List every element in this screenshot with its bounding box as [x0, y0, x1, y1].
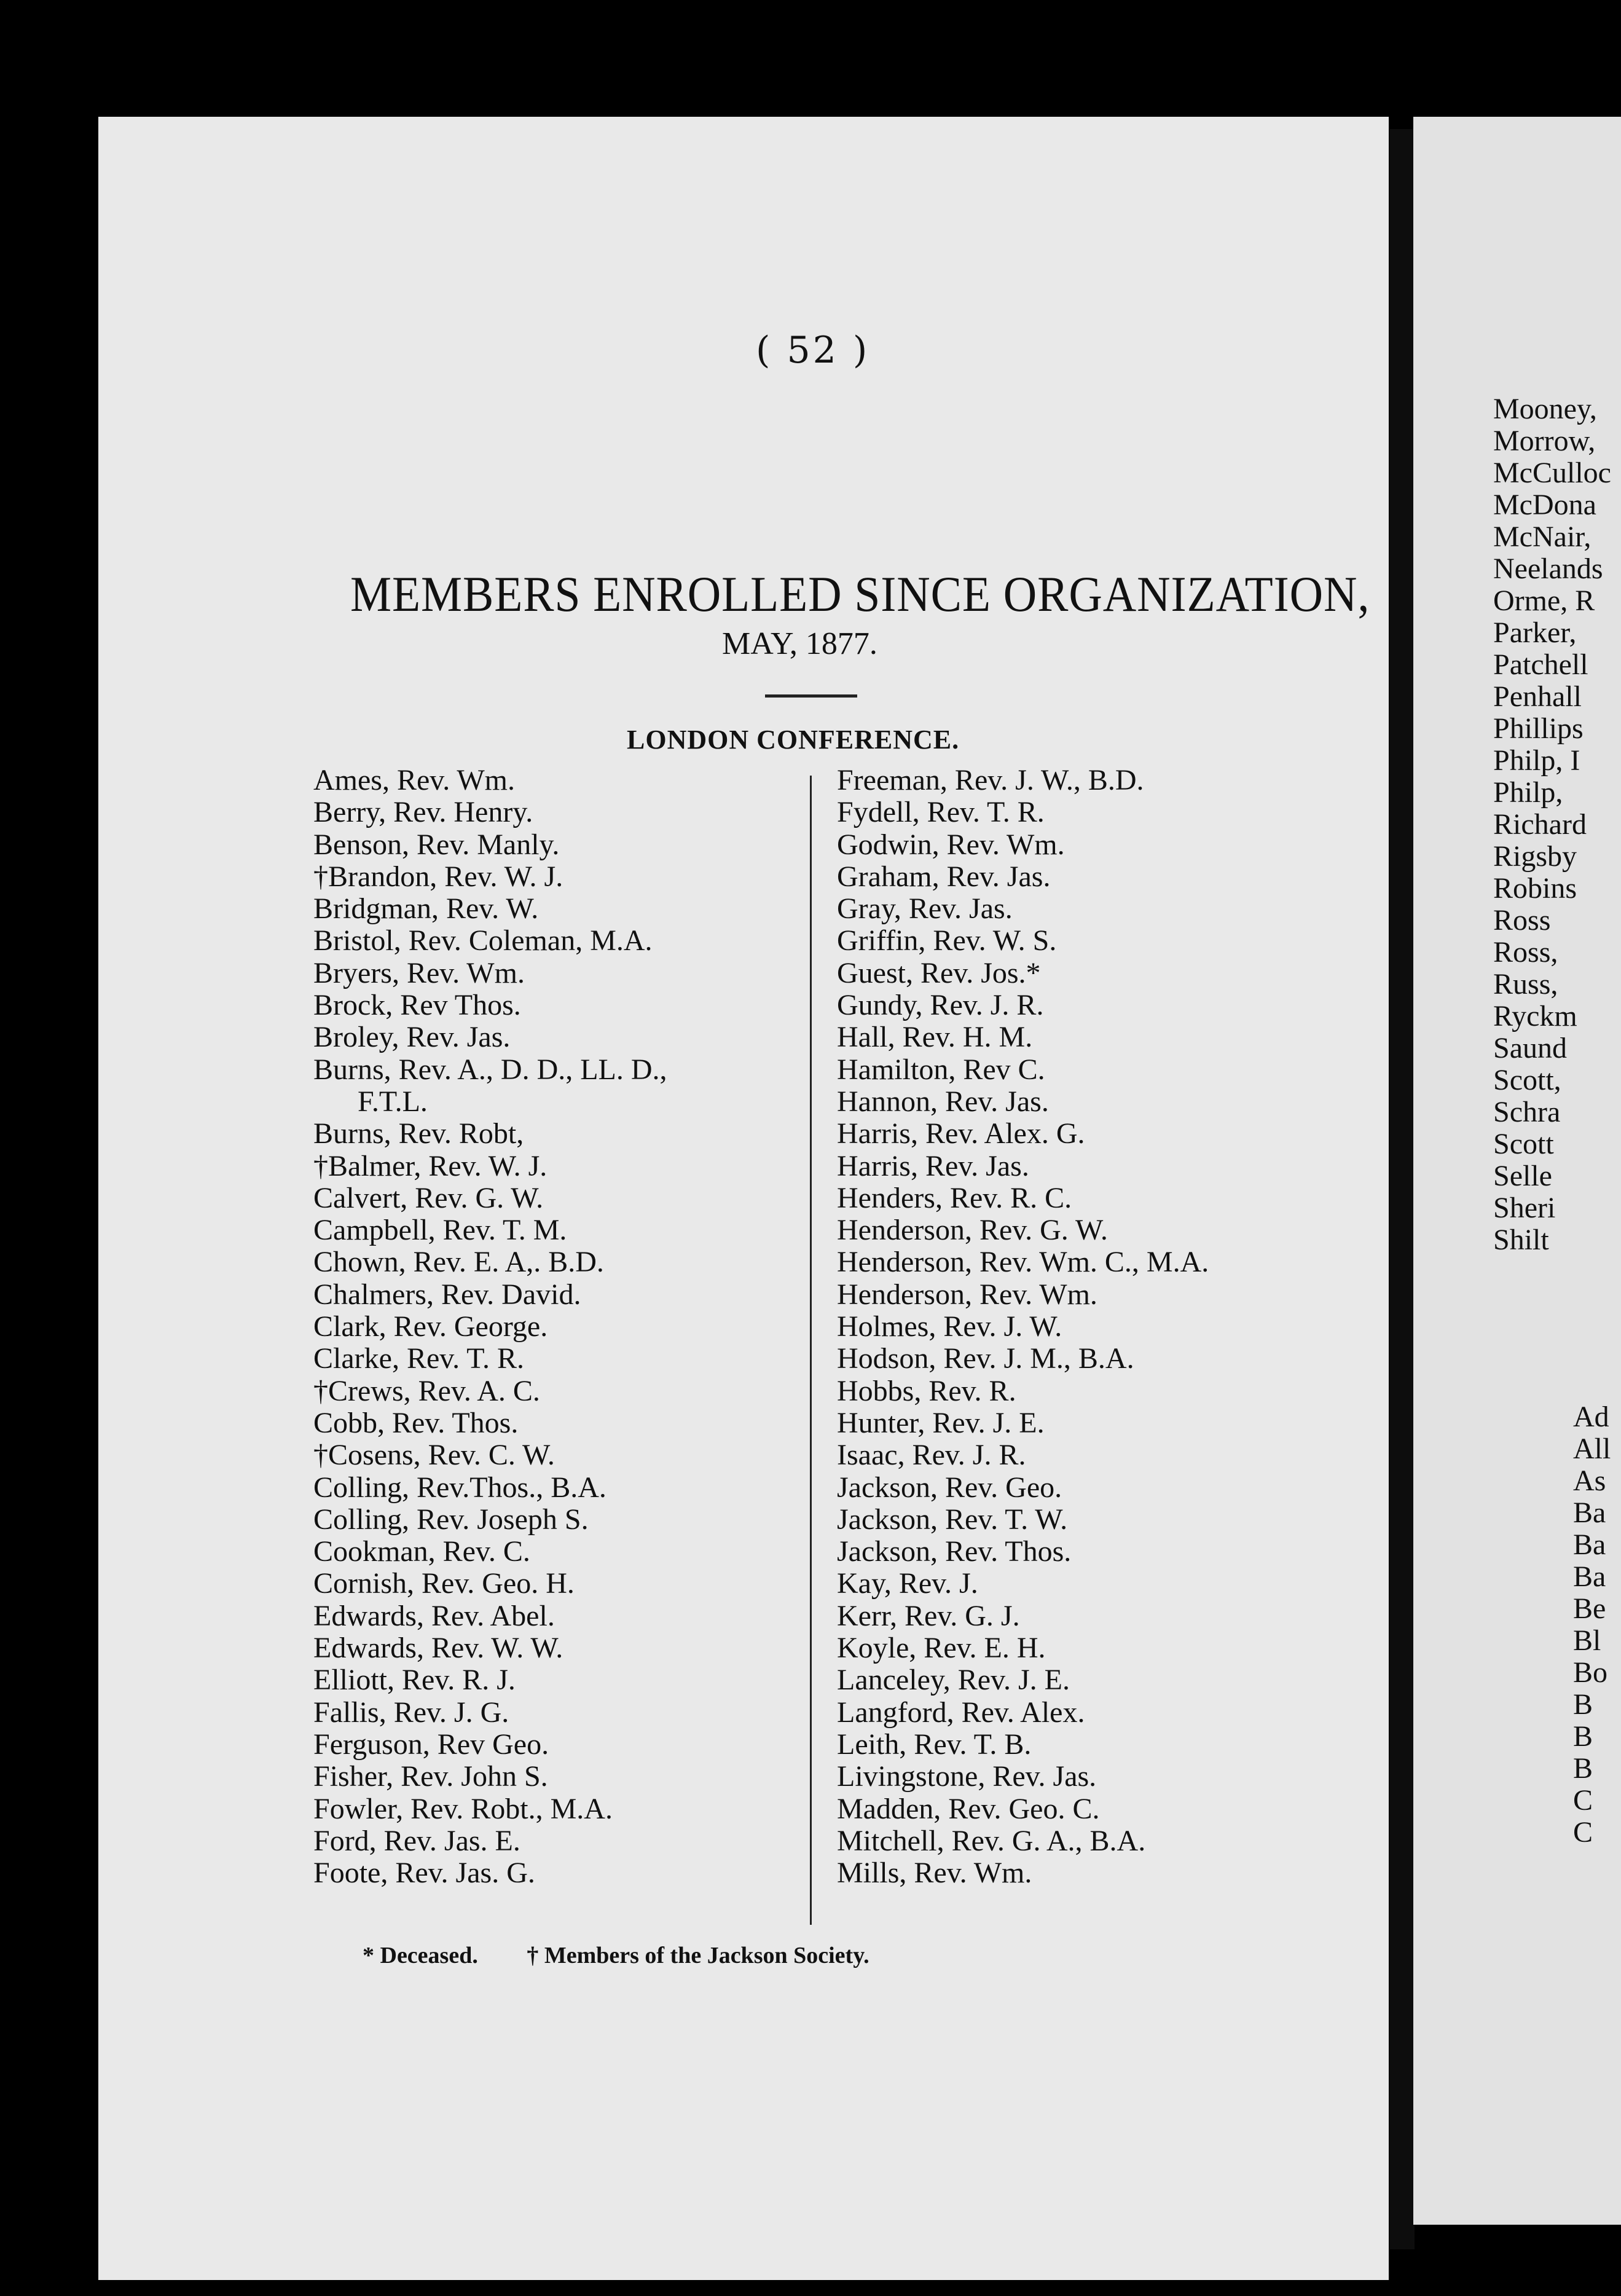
list-item: Philp,	[1493, 776, 1563, 809]
list-item: Hobbs, Rev. R.	[837, 1374, 1016, 1407]
list-item: McNair,	[1493, 521, 1592, 553]
list-item: Richard	[1493, 808, 1587, 841]
list-item: Ad	[1573, 1401, 1609, 1433]
list-item: Edwards, Rev. W. W.	[313, 1632, 563, 1665]
list-item: Morrow,	[1493, 425, 1596, 457]
list-item: Neelands	[1493, 552, 1603, 585]
list-item: †Cosens, Rev. C. W.	[313, 1439, 555, 1472]
list-item: Fydell, Rev. T. R.	[837, 796, 1045, 829]
list-item: B	[1573, 1688, 1593, 1721]
list-item: Ross,	[1493, 936, 1558, 969]
list-item: Clark, Rev. George.	[313, 1310, 548, 1343]
list-item: Mitchell, Rev. G. A., B.A.	[837, 1824, 1146, 1857]
list-item: Ba	[1573, 1528, 1606, 1561]
page-number: ( 52 )	[756, 329, 870, 372]
list-item: Scott	[1493, 1128, 1554, 1160]
list-item: Parker,	[1493, 616, 1577, 649]
list-item: Shilt	[1493, 1224, 1549, 1256]
column-divider	[810, 776, 812, 1925]
list-item: C	[1573, 1784, 1593, 1817]
list-item: Burns, Rev. A., D. D., LL. D.,	[313, 1053, 667, 1086]
list-item: Mooney,	[1493, 393, 1597, 425]
facing-page-names-lower	[1573, 1401, 1621, 1849]
list-item: Kerr, Rev. G. J.	[837, 1599, 1020, 1632]
footnotes	[363, 1942, 913, 1969]
list-item: Leith, Rev. T. B.	[837, 1728, 1032, 1761]
list-item: Edwards, Rev. Abel.	[313, 1599, 555, 1632]
list-item: Colling, Rev.Thos., B.A.	[313, 1471, 606, 1504]
list-item: Colling, Rev. Joseph S.	[313, 1503, 589, 1536]
list-item: Phillips	[1493, 712, 1584, 745]
section-heading: LONDON CONFERENCE.	[627, 725, 960, 755]
title-rule	[765, 694, 857, 698]
list-item: C	[1573, 1816, 1593, 1849]
list-item: Lanceley, Rev. J. E.	[837, 1664, 1070, 1697]
book-spine	[1390, 129, 1415, 2249]
list-item: Bridgman, Rev. W.	[313, 892, 539, 926]
list-item: Robins	[1493, 872, 1577, 905]
list-item: Harris, Rev. Alex. G.	[837, 1117, 1085, 1150]
list-item: Holmes, Rev. J. W.	[837, 1310, 1062, 1343]
list-item: Bo	[1573, 1656, 1608, 1689]
list-item: Fowler, Rev. Robt., M.A.	[313, 1792, 613, 1825]
list-item: Orme, R	[1493, 584, 1595, 617]
list-item: Penhall	[1493, 680, 1582, 713]
list-item: Foote, Rev. Jas. G.	[313, 1857, 535, 1890]
list-item: Graham, Rev. Jas.	[837, 860, 1051, 893]
list-item: Benson, Rev. Manly.	[313, 828, 560, 861]
list-item: †Brandon, Rev. W. J.	[313, 860, 563, 893]
list-item: Henderson, Rev. Wm.	[837, 1278, 1097, 1311]
list-item: Campbell, Rev. T. M.	[313, 1214, 567, 1247]
list-item: Bl	[1573, 1624, 1601, 1657]
list-item: Jackson, Rev. Geo.	[837, 1471, 1062, 1504]
list-item: †Crews, Rev. A. C.	[313, 1374, 540, 1407]
page-subtitle: MAY, 1877.	[722, 626, 877, 661]
list-item: Guest, Rev. Jos.*	[837, 956, 1041, 989]
list-item: Sheri	[1493, 1192, 1556, 1224]
list-item: Henderson, Rev. Wm. C., M.A.	[837, 1246, 1209, 1279]
list-item: As	[1573, 1464, 1606, 1497]
list-item: Harris, Rev. Jas.	[837, 1149, 1029, 1182]
members-column-left	[313, 765, 667, 1889]
list-item: Chalmers, Rev. David.	[313, 1278, 581, 1311]
list-item: Bristol, Rev. Coleman, M.A.	[313, 924, 653, 957]
list-item: All	[1573, 1433, 1611, 1465]
list-item: B	[1573, 1752, 1593, 1785]
list-item: Bryers, Rev. Wm.	[313, 956, 525, 989]
list-item: Hodson, Rev. J. M., B.A.	[837, 1342, 1134, 1375]
facing-page-names	[1493, 393, 1621, 1256]
list-item: Ryckm	[1493, 1000, 1577, 1032]
list-item: Ross	[1493, 904, 1551, 937]
list-item: Ba	[1573, 1496, 1606, 1529]
footnote-jackson-society: † Members of the Jackson Society.	[527, 1943, 869, 1968]
list-item: Hunter, Rev. J. E.	[837, 1406, 1045, 1439]
list-item: Gundy, Rev. J. R.	[837, 989, 1044, 1022]
list-item: Jackson, Rev. T. W.	[837, 1503, 1068, 1536]
list-item: Berry, Rev. Henry.	[313, 796, 533, 829]
list-item: Koyle, Rev. E. H.	[837, 1632, 1046, 1665]
list-item: Ford, Rev. Jas. E.	[313, 1824, 520, 1857]
list-item: Selle	[1493, 1160, 1552, 1192]
list-item: Hamilton, Rev C.	[837, 1053, 1045, 1086]
list-item: Burns, Rev. Robt,	[313, 1117, 524, 1150]
list-item: Fallis, Rev. J. G.	[313, 1696, 509, 1729]
list-item: Calvert, Rev. G. W.	[313, 1181, 544, 1214]
list-item: Ba	[1573, 1560, 1606, 1593]
list-item: Mills, Rev. Wm.	[837, 1857, 1032, 1890]
list-item: Henderson, Rev. G. W.	[837, 1214, 1108, 1247]
list-item: Schra	[1493, 1096, 1561, 1128]
list-item: Gray, Rev. Jas.	[837, 892, 1013, 926]
list-item: Scott,	[1493, 1064, 1561, 1096]
list-item: Kay, Rev. J.	[837, 1567, 978, 1600]
footnote-deceased: * Deceased.	[363, 1943, 478, 1968]
list-item: Saund	[1493, 1032, 1567, 1064]
list-item: Madden, Rev. Geo. C.	[837, 1792, 1100, 1825]
list-item: Freeman, Rev. J. W., B.D.	[837, 764, 1144, 796]
members-column-right	[837, 765, 1209, 1889]
list-item: Cornish, Rev. Geo. H.	[313, 1567, 575, 1600]
list-item: Livingstone, Rev. Jas.	[837, 1760, 1097, 1793]
list-item: Clarke, Rev. T. R.	[313, 1342, 525, 1375]
list-item: Be	[1573, 1592, 1606, 1625]
list-item: Griffin, Rev. W. S.	[837, 924, 1057, 957]
list-item: Russ,	[1493, 968, 1558, 1001]
list-item: Philp, I	[1493, 744, 1580, 777]
page-title: MEMBERS ENROLLED SINCE ORGANIZATION,	[350, 566, 1370, 622]
list-item: Isaac, Rev. J. R.	[837, 1439, 1026, 1472]
list-item: Godwin, Rev. Wm.	[837, 828, 1065, 861]
list-item: †Balmer, Rev. W. J.	[313, 1149, 548, 1182]
list-item: Hannon, Rev. Jas.	[837, 1085, 1049, 1118]
list-item: Cookman, Rev. C.	[313, 1535, 530, 1568]
list-item: Broley, Rev. Jas.	[313, 1021, 511, 1054]
list-item: F.T.L.	[313, 1085, 428, 1118]
list-item: B	[1573, 1720, 1593, 1753]
list-item: Jackson, Rev. Thos.	[837, 1535, 1072, 1568]
list-item: Ames, Rev. Wm.	[313, 764, 515, 796]
list-item: Brock, Rev Thos.	[313, 989, 521, 1022]
list-item: Langford, Rev. Alex.	[837, 1696, 1085, 1729]
list-item: McDona	[1493, 489, 1596, 521]
list-item: Patchell	[1493, 648, 1588, 681]
list-item: Ferguson, Rev Geo.	[313, 1728, 549, 1761]
list-item: Hall, Rev. H. M.	[837, 1021, 1033, 1054]
list-item: Cobb, Rev. Thos.	[313, 1406, 519, 1439]
list-item: Elliott, Rev. R. J.	[313, 1664, 516, 1697]
list-item: Henders, Rev. R. C.	[837, 1181, 1072, 1214]
list-item: Chown, Rev. E. A,. B.D.	[313, 1246, 604, 1279]
list-item: McCulloc	[1493, 457, 1611, 489]
list-item: Rigsby	[1493, 840, 1577, 873]
list-item: Fisher, Rev. John S.	[313, 1760, 548, 1793]
